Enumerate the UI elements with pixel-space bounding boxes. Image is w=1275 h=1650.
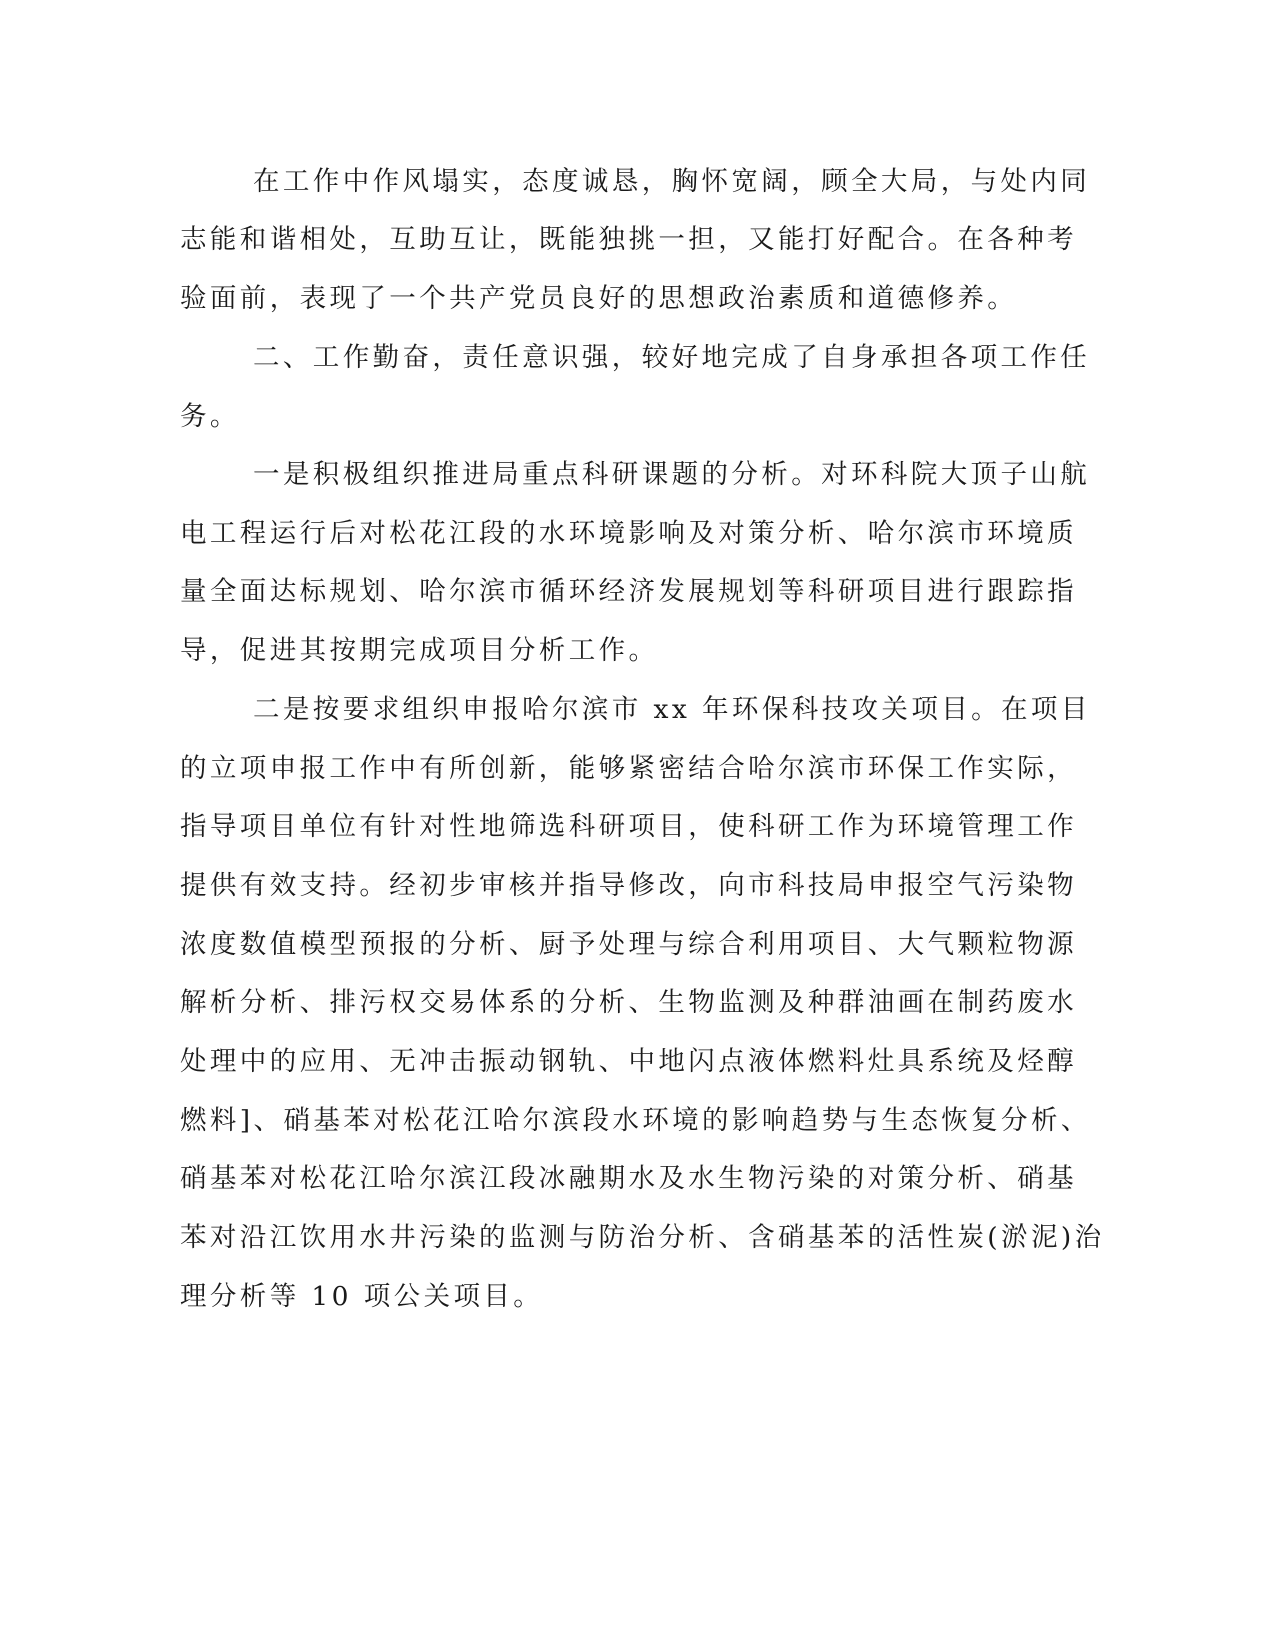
paragraph-2-line-2: 电工程运行后对松花江段的水环境影响及对策分析、哈尔滨市环境质 <box>180 518 1077 549</box>
paragraph-2-line-4: 导，促进其按期完成项目分析工作。 <box>180 635 659 666</box>
paragraph-3-line-1: 二是按要求组织申报哈尔滨市 xx 年环保科技攻关项目。在项目 <box>253 694 1091 725</box>
paragraph-1-line-1: 在工作中作风塌实，态度诚恳，胸怀宽阔，顾全大局，与处内同 <box>253 166 1091 197</box>
paragraph-3-line-2: 的立项申报工作中有所创新，能够紧密结合哈尔滨市环保工作实际， <box>180 753 1077 784</box>
paragraph-3-line-4: 提供有效支持。经初步审核并指导修改，向市科技局申报空气污染物 <box>180 870 1077 901</box>
paragraph-3-line-8: 燃料]、硝基苯对松花江哈尔滨段水环境的影响趋势与生态恢复分析、 <box>180 1105 1091 1136</box>
paragraph-3-line-6: 解析分析、排污权交易体系的分析、生物监测及种群油画在制药废水 <box>180 987 1077 1018</box>
paragraph-3-line-11: 理分析等 10 项公关项目。 <box>180 1281 544 1312</box>
paragraph-3-line-9: 硝基苯对松花江哈尔滨江段冰融期水及水生物污染的对策分析、硝基 <box>180 1163 1077 1194</box>
paragraph-1-line-3: 验面前，表现了一个共产党员良好的思想政治素质和道德修养。 <box>180 283 1018 314</box>
paragraph-3-line-7: 处理中的应用、无冲击振动钢轨、中地闪点液体燃料灶具系统及烃醇 <box>180 1046 1077 1077</box>
paragraph-3-line-3: 指导项目单位有针对性地筛选科研项目，使科研工作为环境管理工作 <box>180 811 1077 842</box>
paragraph-3-line-5: 浓度数值模型预报的分析、厨予处理与综合利用项目、大气颗粒物源 <box>180 929 1077 960</box>
paragraph-1-line-2: 志能和谐相处，互助互让，既能独挑一担，又能打好配合。在各种考 <box>180 224 1077 255</box>
paragraph-2-line-3: 量全面达标规划、哈尔滨市循环经济发展规划等科研项目进行跟踪指 <box>180 576 1077 607</box>
section-heading-line-1: 二、工作勤奋，责任意识强，较好地完成了自身承担各项工作任 <box>253 342 1091 373</box>
section-heading-line-2: 务。 <box>180 401 240 432</box>
paragraph-2-line-1: 一是积极组织推进局重点科研课题的分析。对环科院大顶子山航 <box>253 459 1091 490</box>
paragraph-3-line-10: 苯对沿江饮用水井污染的监测与防治分析、含硝基苯的活性炭(淤泥)治 <box>180 1222 1105 1253</box>
